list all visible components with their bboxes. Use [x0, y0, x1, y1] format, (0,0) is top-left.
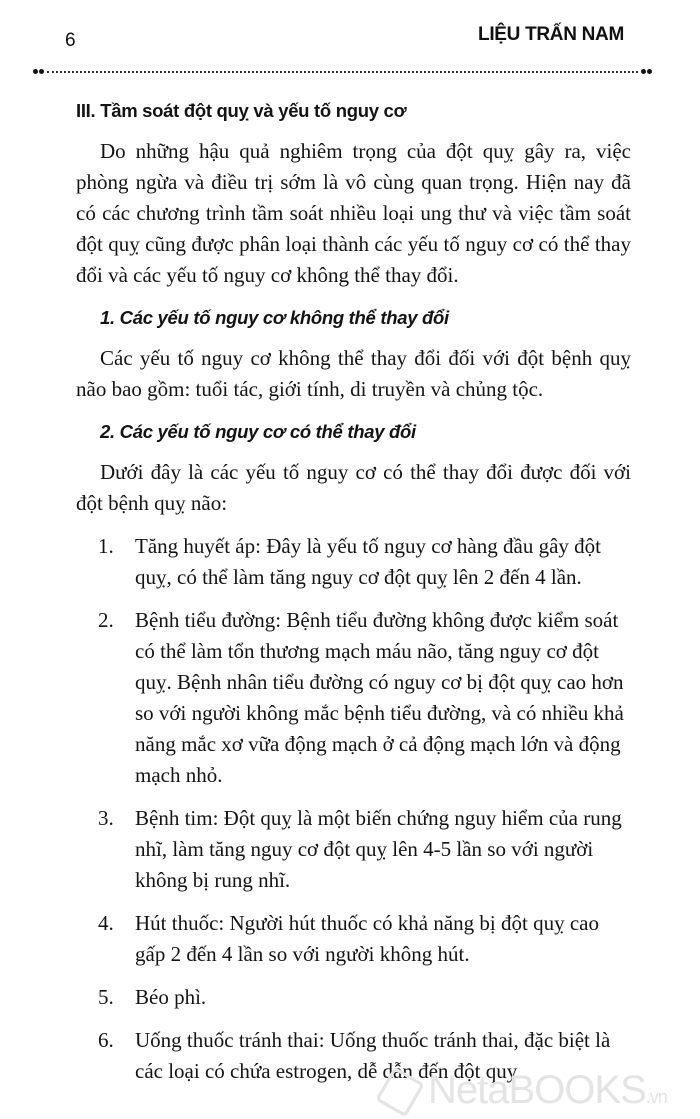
subsection-title-2: 2. Các yếu tố nguy cơ có thể thay đổi	[100, 421, 416, 442]
rule-end-dot	[39, 69, 44, 74]
list-text: Béo phì.	[135, 985, 207, 1009]
rule-end-dot	[641, 69, 646, 74]
subsection-title-1: 1. Các yếu tố nguy cơ không thể thay đổi	[100, 307, 449, 328]
subsection-body-2: Dưới đây là các yếu tố nguy cơ có thể thay đổi được đối với đột bệnh quỵ não:	[76, 460, 631, 515]
list-text: Uống thuốc tránh thai: Uống thuốc tránh thai, đặc biệt là các loại có chứa estrogen, dễ dẫn đến đột quỵ.	[135, 1028, 611, 1083]
list-number: 3.	[98, 806, 114, 830]
list-number: 6.	[98, 1028, 114, 1052]
watermark-suffix: .vn	[645, 1087, 667, 1107]
risk-factor-list	[76, 531, 631, 1087]
watermark	[378, 1068, 667, 1116]
list-item	[76, 982, 631, 1013]
list-text: Hút thuốc: Người hút thuốc có khả năng bị đột quỵ cao gấp 2 đến 4 lần so với người không hút.	[135, 911, 599, 966]
rule-end-dot	[647, 69, 652, 74]
list-number: 5.	[98, 985, 114, 1009]
list-item	[76, 531, 631, 593]
watermark-brand: NetaBOOKS	[428, 1068, 646, 1112]
running-head: LIỆU TRẤN NAM	[478, 24, 624, 45]
page-content	[76, 96, 631, 1099]
section-intro: Do những hậu quả nghiêm trọng của đột quỵ gây ra, việc phòng ngừa và điều trị sớm là vô cùng quan trọng. Hiện nay đã có các chương trình tầm soát nhiều loại ung thư và việc tầm soát đột quỵ cũng được phân loại thành các yếu tố nguy cơ có thể thay đổi và các yếu tố nguy cơ không thể thay đổi.	[76, 139, 631, 287]
list-number: 4.	[98, 911, 114, 935]
rule-end-dot	[33, 69, 38, 74]
section-title: III. Tầm soát đột quỵ và yếu tố nguy cơ	[76, 100, 407, 121]
list-text: Bệnh tiểu đường: Bệnh tiểu đường không được kiểm soát có thể làm tổn thương mạch máu não, tăng nguy cơ đột quỵ. Bệnh nhân tiểu đường có nguy cơ bị đột quỵ cao hơn so với người không mắc bệnh tiểu đường, và có nhiều khả năng mắc xơ vữa động mạch ở cả động mạch lớn và động mạch nhỏ.	[135, 608, 624, 787]
list-item	[76, 803, 631, 896]
dotted-line	[47, 71, 638, 73]
list-number: 1.	[98, 534, 114, 558]
list-text: Tăng huyết áp: Đây là yếu tố nguy cơ hàng đầu gây đột quỵ, có thể làm tăng nguy cơ đột quỵ lên 2 đến 4 lần.	[135, 534, 601, 589]
list-item	[76, 908, 631, 970]
netabooks-logo-icon	[375, 1067, 425, 1118]
header-rule	[33, 69, 652, 75]
list-number: 2.	[98, 608, 114, 632]
list-text: Bệnh tim: Đột quỵ là một biến chứng nguy hiểm của rung nhĩ, làm tăng nguy cơ đột quỵ lên 4-5 lần so với người không bị rung nhĩ.	[135, 806, 622, 892]
page-number: 6	[65, 30, 76, 51]
subsection-body-1: Các yếu tố nguy cơ không thể thay đổi đối với đột bệnh quỵ não bao gồm: tuổi tác, giới tính, di truyền và chủng tộc.	[76, 346, 631, 401]
list-item	[76, 605, 631, 791]
